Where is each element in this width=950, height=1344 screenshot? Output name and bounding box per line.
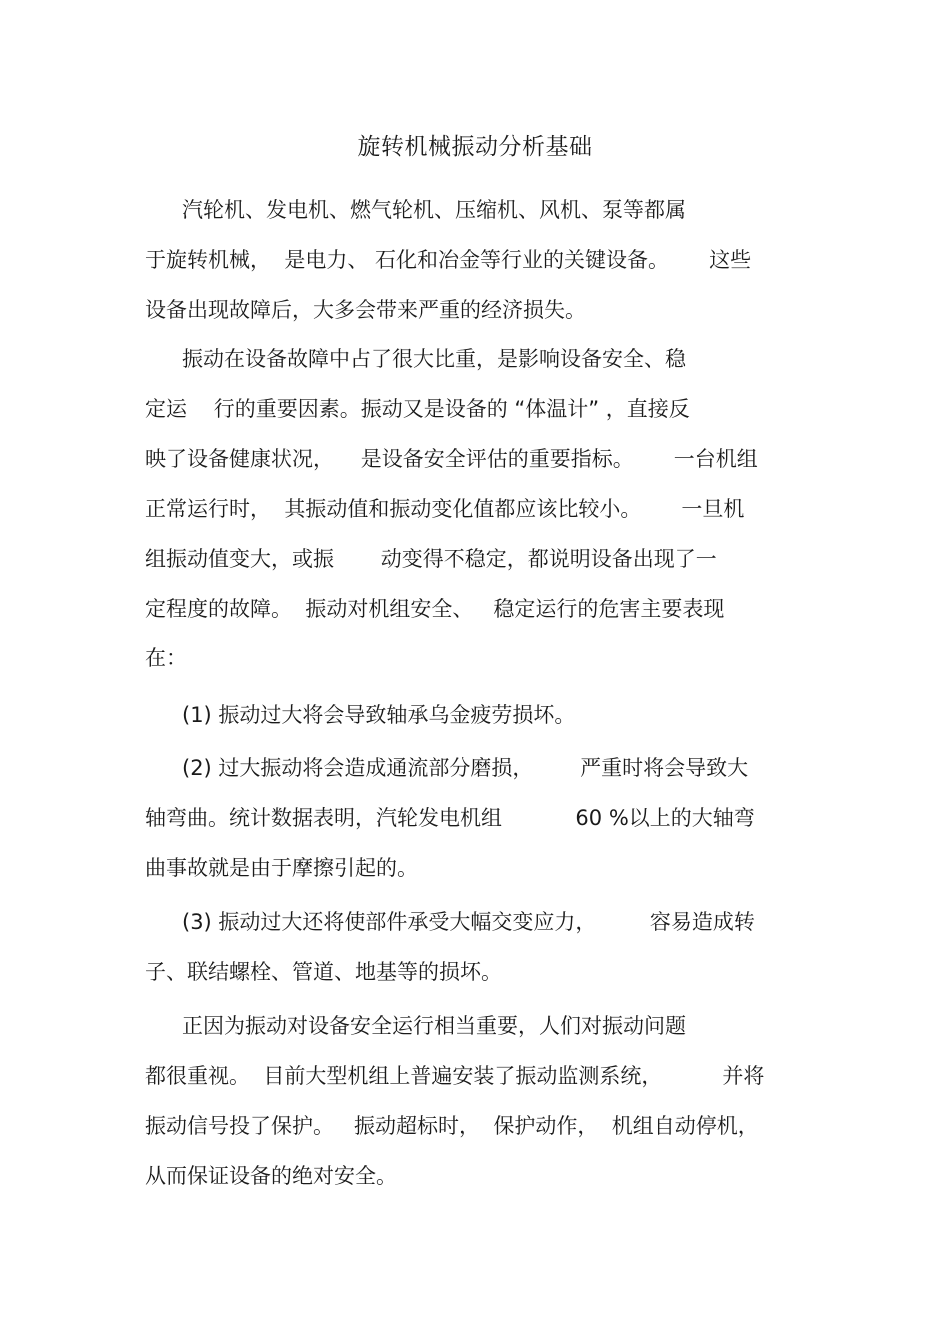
list-item-2-line-1: (2) 过大振动将会造成通流部分磨损， 严重时将会导致大: [182, 756, 749, 780]
paragraph-2-line-4: 正常运行时， 其振动值和振动变化值都应该比较小。 一旦机: [145, 497, 745, 521]
paragraph-2-line-5: 组振动值变大，或振 动变得不稳定，都说明设备出现了一: [145, 547, 717, 571]
paragraph-2-line-6: 定程度的故障。 振动对机组安全、 稳定运行的危害主要表现: [145, 597, 725, 621]
paragraph-1-line-1: 汽轮机、发电机、燃气轮机、压缩机、风机、泵等都属: [182, 198, 686, 222]
paragraph-1-line-2: 于旋转机械， 是电力、 石化和冶金等行业的关键设备。 这些: [145, 248, 752, 272]
list-item-2-line-3: 曲事故就是由于摩擦引起的。: [145, 856, 418, 880]
list-item-3-line-1: (3) 振动过大还将使部件承受大幅交变应力， 容易造成转: [182, 910, 755, 934]
list-item-2-line-2: 轴弯曲。统计数据表明，汽轮发电机组 60 %以上的大轴弯: [145, 806, 755, 830]
paragraph-2-line-7: 在：: [145, 646, 187, 670]
list-item-1: (1) 振动过大将会导致轴承乌金疲劳损坏。: [182, 703, 576, 727]
paragraph-2-line-1: 振动在设备故障中占了很大比重，是影响设备安全、稳: [182, 347, 686, 371]
paragraph-2-line-3: 映了设备健康状况， 是设备安全评估的重要指标。 一台机组: [145, 447, 758, 471]
paragraph-2-line-2: 定运 行的重要因素。振动又是设备的 “体温计” ，直接反: [145, 397, 690, 421]
paragraph-3-line-1: 正因为振动对设备安全运行相当重要，人们对振动问题: [182, 1014, 686, 1038]
paragraph-3-line-3: 振动信号投了保护。 振动超标时， 保护动作， 机组自动停机，: [145, 1114, 759, 1138]
paragraph-3-line-2: 都很重视。 目前大型机组上普遍安装了振动监测系统， 并将: [145, 1064, 765, 1088]
paragraph-3-line-4: 从而保证设备的绝对安全。: [145, 1164, 397, 1188]
list-item-3-line-2: 子、联结螺栓、管道、地基等的损坏。: [145, 960, 502, 984]
paragraph-1-line-3: 设备出现故障后，大多会带来严重的经济损失。: [145, 298, 586, 322]
document-title: 旋转机械振动分析基础: [357, 134, 593, 160]
